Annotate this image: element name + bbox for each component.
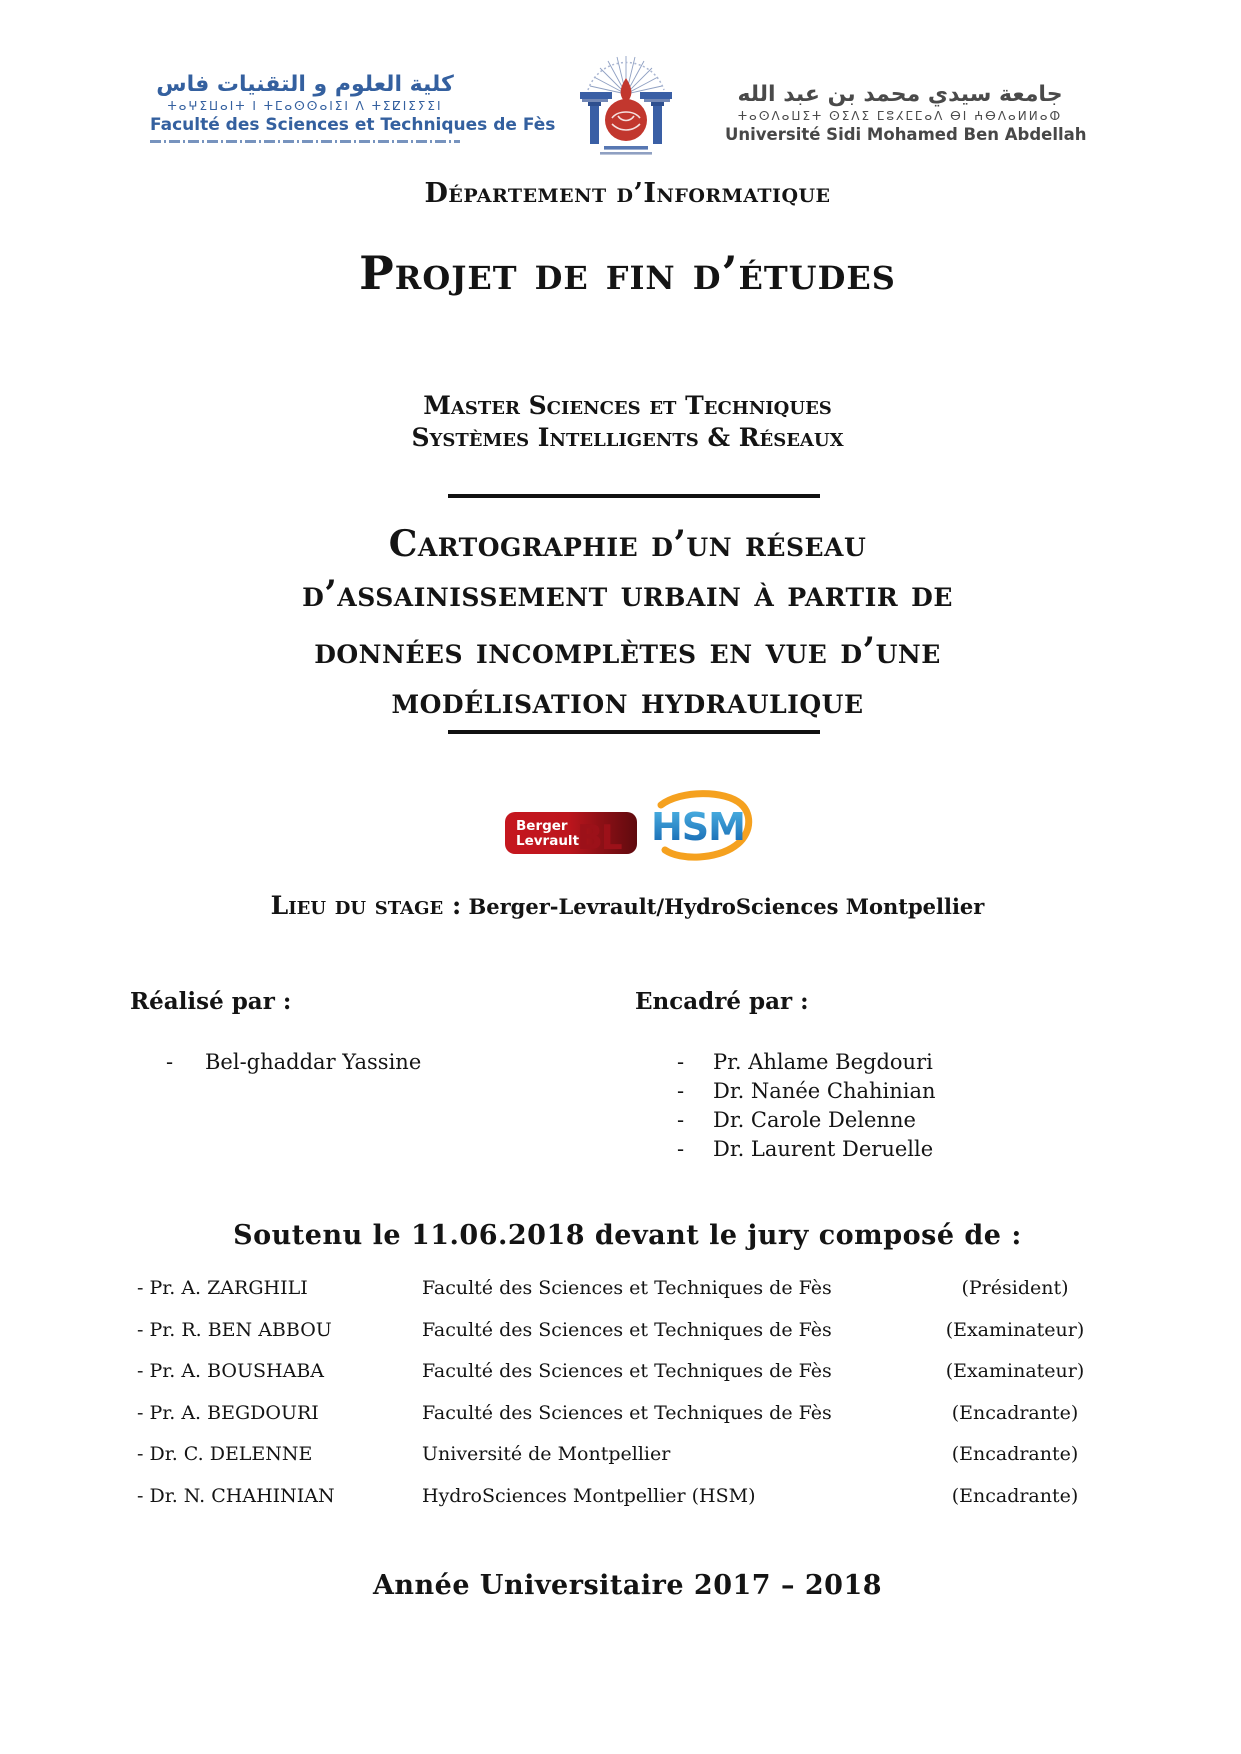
jury-table <box>137 1277 1110 1526</box>
author-item <box>166 1048 421 1077</box>
supervisor-name: Dr. Nanée Chahinian <box>713 1079 936 1103</box>
berger-levrault-word-2: Levrault <box>516 832 580 849</box>
jury-member-name: - Dr. C. DELENNE <box>137 1443 313 1465</box>
jury-member-role: (Encadrante) <box>951 1401 1079 1424</box>
supervisor-name: Dr. Carole Delenne <box>713 1108 916 1132</box>
divider-bottom <box>448 730 820 734</box>
berger-levrault-monogram: BL <box>577 817 621 854</box>
author-name: Bel-ghaddar Yassine <box>205 1050 422 1074</box>
supervisor-name: Pr. Ahlame Begdouri <box>713 1050 933 1074</box>
jury-row <box>137 1277 1110 1319</box>
jury-member-name: - Pr. A. ZARGHILI <box>137 1277 308 1299</box>
faculty-header-block <box>150 72 556 143</box>
title-line-2: d’assainissement urbain à partir de <box>302 573 953 615</box>
faculty-name-tifinagh: ⵜⴰⵖⵉⵡⴰⵏⵜ ⵏ ⵜⵎⴰⵙⵙⴰⵏⵉⵏ ⴷ ⵜⵉⵇⵏⵉⵢⵉⵏ <box>167 99 443 114</box>
thesis-title <box>14 519 1241 726</box>
jury-row <box>137 1402 1110 1444</box>
university-name-tifinagh: ⵜⴰⵙⴷⴰⵡⵉⵜ ⵙⵉⴷⵉ ⵎⵓⵃⵎⵎⴰⴷ ⴱⵏ ⵄⴱⴷⴰⵍⵍⴰⵀ <box>737 109 1063 124</box>
title-line-3: données incomplètes en vue d’une <box>314 630 941 672</box>
jury-member-affiliation: Faculté des Sciences et Techniques de Fès <box>422 1277 832 1299</box>
jury-member-affiliation: Université de Montpellier <box>422 1443 671 1465</box>
supervisor-item <box>677 1135 936 1164</box>
program-heading <box>14 390 1241 454</box>
hsm-logo-text: HSM <box>651 804 745 849</box>
hsm-logo-icon <box>639 788 757 868</box>
program-line-1: Master Sciences et Techniques <box>423 391 832 420</box>
supervisor-name: Dr. Laurent Deruelle <box>713 1137 934 1161</box>
university-name-french: Université Sidi Mohamed Ben Abdellah <box>725 125 1087 145</box>
jury-member-name: - Pr. A. BOUSHABA <box>137 1360 325 1382</box>
jury-member-name: - Pr. A. BEGDOURI <box>137 1401 319 1424</box>
divider-top <box>448 494 820 498</box>
internship-value: Berger-Levrault/HydroSciences Montpellier <box>461 894 985 919</box>
supervisor-item <box>677 1077 936 1106</box>
internship-line <box>14 891 1241 920</box>
author-list <box>166 1048 421 1077</box>
title-line-4: modélisation hydraulique <box>391 680 864 722</box>
berger-levrault-word-1: Berger <box>516 817 568 834</box>
university-emblem-icon <box>578 48 674 160</box>
jury-row <box>137 1485 1110 1527</box>
jury-member-role: (Examinateur) <box>945 1318 1085 1341</box>
supervisors-list <box>677 1048 936 1164</box>
jury-row <box>137 1443 1110 1485</box>
jury-member-role: (Encadrante) <box>951 1484 1079 1507</box>
bullet-dash: - <box>677 1079 685 1103</box>
supervisor-item <box>677 1106 936 1135</box>
bullet-dash: - <box>166 1050 174 1074</box>
berger-levrault-logo-icon <box>505 812 637 858</box>
author-section-label: Réalisé par : <box>130 988 292 1015</box>
jury-member-role: (Président) <box>961 1277 1069 1299</box>
university-header-block <box>725 82 1087 145</box>
decorative-dashed-line <box>150 140 460 143</box>
jury-member-role: (Examinateur) <box>945 1360 1085 1382</box>
bullet-dash: - <box>677 1137 685 1161</box>
jury-member-affiliation: Faculté des Sciences et Techniques de Fès <box>422 1360 832 1382</box>
document-type-heading: Projet de fin d’études <box>359 246 896 300</box>
bullet-dash: - <box>677 1108 685 1132</box>
academic-year: Année Universitaire 2017 – 2018 <box>372 1570 883 1601</box>
department-heading: Département d’Informatique <box>424 178 831 209</box>
bullet-dash: - <box>677 1050 685 1074</box>
jury-member-affiliation: HydroSciences Montpellier (HSM) <box>422 1484 756 1507</box>
jury-member-affiliation: Faculté des Sciences et Techniques de Fès <box>422 1318 832 1341</box>
jury-row <box>137 1319 1110 1361</box>
jury-member-affiliation: Faculté des Sciences et Techniques de Fès <box>422 1401 832 1424</box>
jury-row <box>137 1360 1110 1402</box>
program-line-2: Systèmes Intelligents & Réseaux <box>411 423 844 452</box>
jury-member-name: - Pr. R. BEN ABBOU <box>137 1318 332 1341</box>
defense-heading: Soutenu le 11.06.2018 devant le jury composé de : <box>233 1220 1022 1251</box>
supervisor-item <box>677 1048 936 1077</box>
university-name-arabic: جامعة سيدي محمد بن عبد الله <box>737 82 1063 107</box>
title-line-1: Cartographie d’un réseau <box>388 523 867 565</box>
faculty-name-french: Faculté des Sciences et Techniques de Fès <box>150 115 556 136</box>
jury-member-role: (Encadrante) <box>951 1443 1079 1465</box>
partner-logos <box>505 785 765 870</box>
internship-label: Lieu du stage : <box>270 891 462 920</box>
faculty-name-arabic: كلية العلوم و التقنيات فاس <box>156 72 454 97</box>
supervisors-section-label: Encadré par : <box>635 988 809 1015</box>
jury-member-name: - Dr. N. CHAHINIAN <box>137 1484 335 1507</box>
